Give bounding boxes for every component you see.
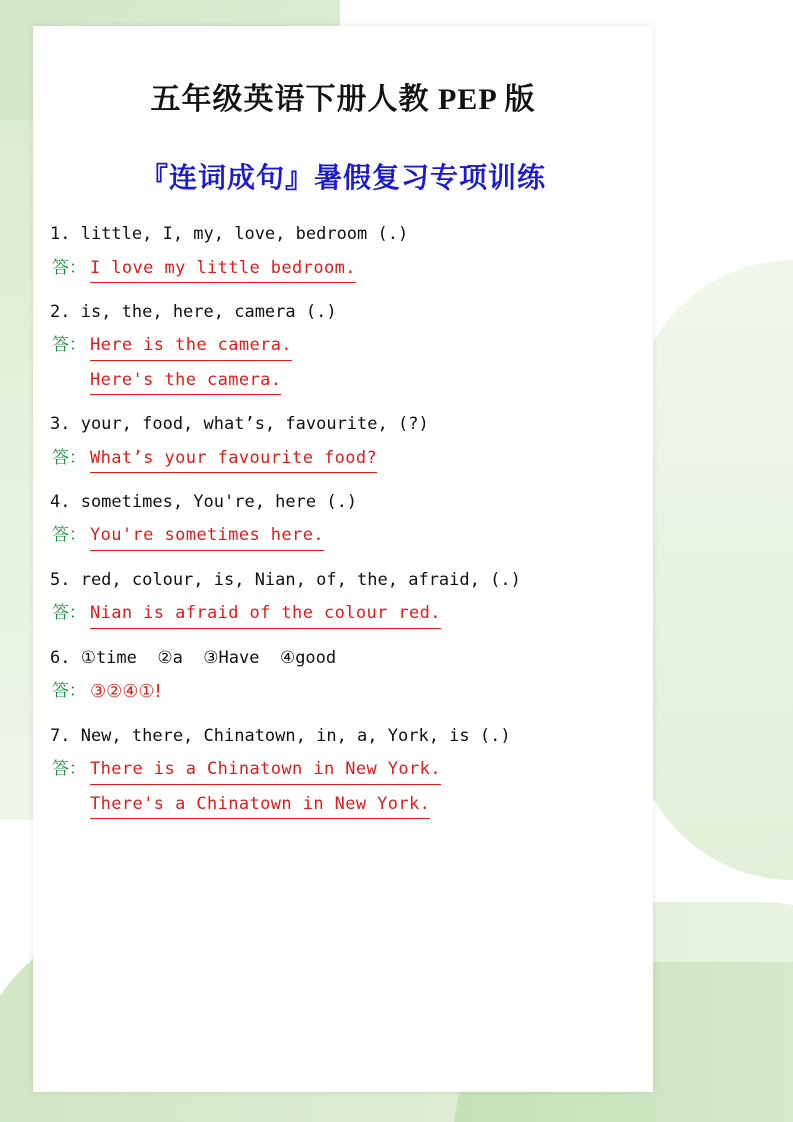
- question-list: [48, 222, 648, 836]
- question-block: [48, 568, 648, 629]
- answer-label: 答：: [52, 525, 86, 545]
- answer-label: 答：: [52, 759, 86, 779]
- answer-label: 答：: [52, 603, 86, 623]
- answer-text: Here is the camera.: [90, 332, 292, 360]
- question-prompt: 3. your, food, what’s, favourite, (?): [50, 414, 429, 435]
- answer-row: [48, 600, 648, 628]
- question-block: [48, 646, 648, 707]
- answer-row: [48, 332, 648, 360]
- answer-row: [48, 522, 648, 550]
- answer-text: Nian is afraid of the colour red.: [90, 600, 441, 628]
- answer-row: [48, 367, 648, 395]
- answer-text: You're sometimes here.: [90, 522, 324, 550]
- question-prompt: 6. ①time ②a ③Have ④good: [50, 647, 337, 668]
- question-block: [48, 222, 648, 283]
- answer-label: 答：: [52, 681, 86, 701]
- question-block: [48, 412, 648, 473]
- answer-label: 答：: [52, 447, 86, 467]
- question-prompt: 4. sometimes, You're, here (.): [50, 491, 358, 512]
- answer-text: ③②④①!: [90, 681, 162, 703]
- answer-row: [48, 756, 648, 784]
- answer-text: What’s your favourite food?: [90, 445, 377, 473]
- answer-row: [48, 445, 648, 473]
- question-block: [48, 724, 648, 819]
- answer-text: I love my little bedroom.: [90, 255, 356, 283]
- answer-row: [48, 678, 648, 707]
- background-shape-right: [633, 260, 793, 880]
- answer-text: There's a Chinatown in New York.: [90, 791, 430, 819]
- page-subtitle: 『连词成句』暑假复习专项训练: [139, 163, 546, 194]
- answer-label: 答：: [52, 335, 86, 355]
- page-title: 五年级英语下册人教 PEP 版: [150, 83, 536, 116]
- question-prompt: 2. is, the, here, camera (.): [50, 301, 337, 322]
- question-prompt: 1. little, I, my, love, bedroom (.): [50, 224, 409, 244]
- question-block: [48, 300, 648, 395]
- answer-text: Here's the camera.: [90, 367, 281, 395]
- answer-text: There is a Chinatown in New York.: [90, 756, 441, 784]
- worksheet-sheet: [33, 26, 653, 1092]
- answer-row: [48, 791, 648, 819]
- question-block: [48, 490, 648, 551]
- question-prompt: 5. red, colour, is, Nian, of, the, afraid, (.): [50, 569, 521, 590]
- answer-row: [48, 255, 648, 283]
- question-prompt: 7. New, there, Chinatown, in, a, York, is (.): [50, 725, 511, 746]
- answer-label: 答：: [52, 257, 86, 277]
